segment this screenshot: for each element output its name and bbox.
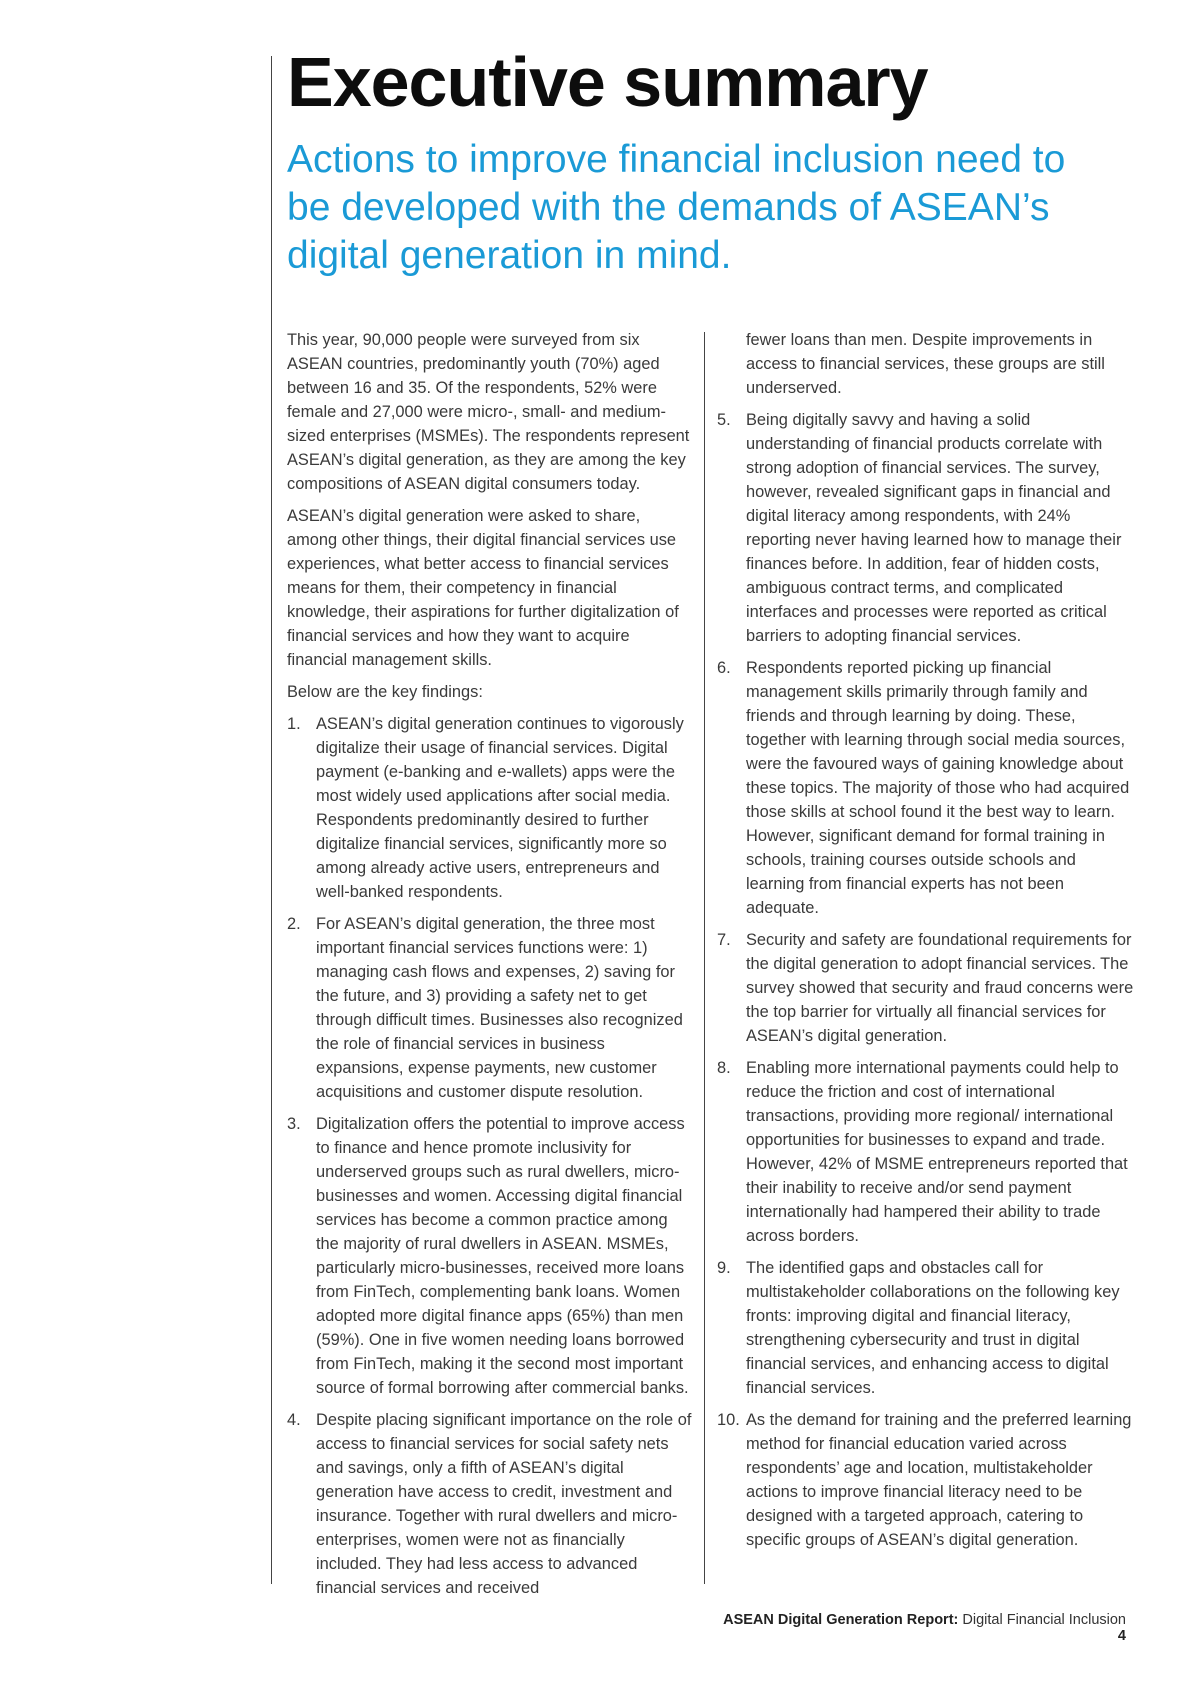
finding-text: Being digitally savvy and having a solid understanding of financial products correlate with strong adoption of financial services. The survey, however, revealed significant gaps in financial and digital literacy among respondents, with 24% reporting never having learned how to manage their finances before. In addition, fear of hidden costs, ambiguous contract terms, and complicated interfaces and processes were reported as critical barriers to adopting financial services. <box>746 411 1122 645</box>
column-divider-rule <box>704 332 705 1584</box>
finding-item <box>717 1056 1137 1248</box>
finding-continuation: fewer loans than men. Despite improvements in access to financial services, these groups are still underserved. <box>746 331 1105 397</box>
finding-number: 3. <box>287 1115 301 1133</box>
footer-report-subtitle: Digital Financial Inclusion <box>962 1612 1126 1628</box>
finding-item <box>717 928 1137 1048</box>
finding-text: Respondents reported picking up financial management skills primarily through family and friends and through learning by doing. These, together with learning through social media sources, were the favoured ways of gaining knowledge about these topics. The majority of those who had acquired those skills at school found it the best way to learn. However, significant demand for formal training in schools, training courses outside schools and learning from financial experts has not been adequate. <box>746 659 1130 917</box>
intro-paragraph: This year, 90,000 people were surveyed from six ASEAN countries, predominantly youth (70%) aged between 16 and 35. Of the respondents, 52% were female and 27,000 were micro-, small- and medium-sized enterprises (MSMEs). The respondents represent ASEAN’s digital generation, as they are among the key compositions of ASEAN digital consumers today. <box>287 331 690 493</box>
right-column <box>717 328 1137 1560</box>
finding-number: 7. <box>717 931 731 949</box>
page-number: 4 <box>1117 1628 1126 1644</box>
finding-text: Digitalization offers the potential to improve access to finance and hence promote inclusivity for underserved groups such as rural dwellers, micro-businesses and women. Accessing digital financial services has become a common practice among the majority of rural dwellers in ASEAN. MSMEs, particularly micro-businesses, received more loans from FinTech, complementing bank loans. Women adopted more digital finance apps (65%) than men (59%). One in five women needing loans borrowed from FinTech, making it the second most important source of formal borrowing after commercial banks. <box>316 1115 689 1397</box>
finding-text: As the demand for training and the preferred learning method for financial education varied across respondents’ age and location, multistakeholder actions to improve financial literacy need to be designed with a targeted approach, catering to specific groups of ASEAN’s digital generation. <box>746 1411 1132 1549</box>
finding-item <box>717 656 1137 920</box>
finding-item <box>287 712 694 904</box>
finding-item <box>717 1256 1137 1400</box>
intro-paragraph: ASEAN’s digital generation were asked to share, among other things, their digital financial services use experiences, what better access to financial services means for them, their competency in financial knowledge, their aspirations for further digitalization of financial services and how they want to acquire financial management skills. <box>287 507 679 669</box>
finding-item <box>287 1408 694 1600</box>
page-footer <box>686 1612 1126 1644</box>
finding-item <box>717 408 1137 648</box>
finding-number: 6. <box>717 659 731 677</box>
footer-report-name: ASEAN Digital Generation Report: <box>723 1612 959 1628</box>
finding-text: For ASEAN’s digital generation, the three most important financial services functions were: 1) managing cash flows and expenses, 2) saving for the future, and 3) providing a safety net to get through difficult times. Businesses also recognized the role of financial services in business expansions, expense payments, new customer acquisitions and customer dispute resolution. <box>316 915 683 1101</box>
finding-item <box>717 1408 1137 1552</box>
findings-lead: Below are the key findings: <box>287 683 483 701</box>
left-vertical-rule <box>271 56 272 1584</box>
page-subtitle: Actions to improve financial inclusion need to be developed with the demands of ASEAN’s digital generation in mind. <box>287 138 1066 277</box>
finding-text: Enabling more international payments could help to reduce the friction and cost of international transactions, providing more regional/ international opportunities for businesses to expand and trade. However, 42% of MSME entrepreneurs reported that their inability to receive and/or send payment internationally had hampered their ability to trade across borders. <box>746 1059 1128 1245</box>
finding-number: 8. <box>717 1059 731 1077</box>
left-column <box>287 328 694 1608</box>
finding-number: 4. <box>287 1411 301 1429</box>
finding-text: Despite placing significant importance on the role of access to financial services for social safety nets and savings, only a fifth of ASEAN’s digital generation have access to credit, investment and insurance. Together with rural dwellers and micro-enterprises, women were not as financially included. They had less access to advanced financial services and received <box>316 1411 692 1597</box>
finding-text: The identified gaps and obstacles call for multistakeholder collaborations on the following key fronts: improving digital and financial literacy, strengthening cybersecurity and trust in digital financial services, and enhancing access to digital financial services. <box>746 1259 1120 1397</box>
finding-number: 5. <box>717 411 731 429</box>
finding-number: 9. <box>717 1259 731 1277</box>
finding-number: 2. <box>287 915 301 933</box>
finding-number: 1. <box>287 715 301 733</box>
finding-number: 10. <box>717 1411 740 1429</box>
finding-text: Security and safety are foundational requirements for the digital generation to adopt financial services. The survey showed that security and fraud concerns were the top barrier for virtually all financial services for ASEAN’s digital generation. <box>746 931 1134 1045</box>
finding-item <box>287 912 694 1104</box>
finding-text: ASEAN’s digital generation continues to vigorously digitalize their usage of financial services. Digital payment (e-banking and e-wallets) apps were the most widely used applications after social media. Respondents predominantly desired to further digitalize financial services, significantly more so among already active users, entrepreneurs and well-banked respondents. <box>316 715 684 901</box>
findings-list-right <box>717 408 1137 1552</box>
page-title: Executive summary <box>287 43 928 121</box>
finding-item <box>287 1112 694 1400</box>
findings-list-left <box>287 712 694 1600</box>
